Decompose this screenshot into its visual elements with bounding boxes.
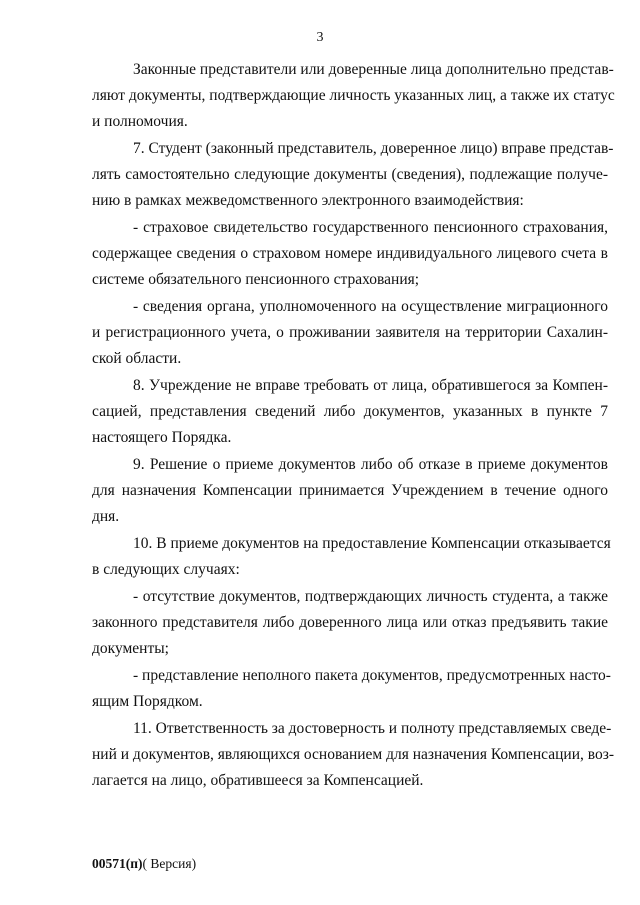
text-line: ляют документы, подтверждающие личность указанных лиц, а также их статус bbox=[92, 87, 615, 104]
text-line: и регистрационного учета, о проживании заявителя на территории Сахалин- bbox=[92, 324, 608, 341]
page-number: 3 bbox=[316, 30, 324, 45]
text-line: в следующих случаях: bbox=[92, 561, 240, 578]
text-line: для назначения Компенсации принимается Учреждением в течение одного bbox=[92, 482, 608, 499]
document-footer bbox=[92, 856, 196, 872]
text-line: и полномочия. bbox=[92, 113, 188, 130]
text-line: ской области. bbox=[92, 350, 182, 367]
text-line: - сведения органа, уполномоченного на осуществление миграционного bbox=[133, 298, 608, 315]
text-line: дня. bbox=[92, 508, 120, 525]
text-line: нию в рамках межведомственного электронного взаимодействия: bbox=[92, 192, 524, 209]
text-line: 9. Решение о приеме документов либо об отказе в приеме документов bbox=[133, 456, 608, 473]
footer-document-code: 00571(п) bbox=[92, 856, 143, 871]
text-line: содержащее сведения о страховом номере индивидуального лицевого счета в bbox=[92, 245, 608, 262]
text-line: сацией, представления сведений либо документов, указанных в пункте 7 bbox=[92, 403, 608, 420]
footer-version: ( Версия) bbox=[142, 856, 197, 871]
text-line: лять самостоятельно следующие документы (сведения), подлежащие получе- bbox=[92, 166, 608, 183]
text-line: документы; bbox=[92, 640, 169, 657]
text-line: законного представителя либо доверенного лица или отказ предъявить такие bbox=[92, 614, 608, 631]
text-line: 11. Ответственность за достоверность и полноту представляемых сведе- bbox=[133, 720, 612, 737]
text-line: лагается на лицо, обратившееся за Компенсацией. bbox=[92, 772, 424, 789]
text-line: системе обязательного пенсионного страхования; bbox=[92, 271, 420, 288]
text-line: - отсутствие документов, подтверждающих личность студента, а также bbox=[133, 588, 608, 605]
text-line: - страховое свидетельство государственного пенсионного страхования, bbox=[133, 219, 608, 236]
text-line: ящим Порядком. bbox=[92, 693, 203, 710]
text-line: 10. В приеме документов на предоставление Компенсации отказывается bbox=[133, 535, 611, 552]
text-line: 7. Студент (законный представитель, доверенное лицо) вправе представ- bbox=[133, 140, 614, 157]
text-line: - представление неполного пакета документов, предусмотренных насто- bbox=[133, 667, 611, 684]
text-line: ний и документов, являющихся основанием для назначения Компенсации, воз- bbox=[92, 746, 614, 763]
text-line: настоящего Порядка. bbox=[92, 429, 232, 446]
text-line: Законные представители или доверенные лица дополнительно представ- bbox=[133, 61, 614, 78]
text-line: 8. Учреждение не вправе требовать от лица, обратившегося за Компен- bbox=[133, 377, 608, 394]
